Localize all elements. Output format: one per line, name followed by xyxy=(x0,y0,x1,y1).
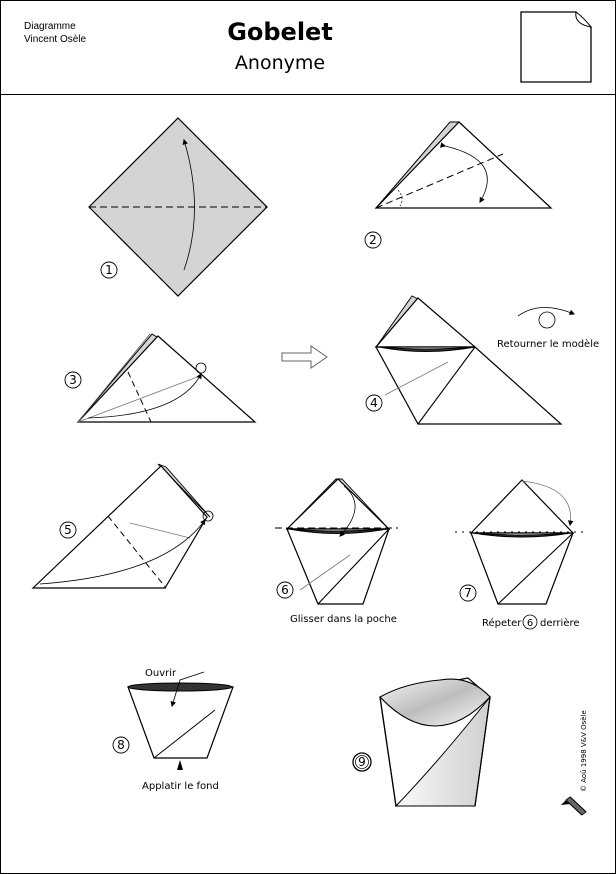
step-4-number xyxy=(366,395,382,411)
step-7-note-after: derrière xyxy=(540,618,580,629)
step-4-note: Retourner le modèle xyxy=(497,339,600,350)
step-7-note-ref xyxy=(523,615,537,629)
svg-text:7: 7 xyxy=(464,586,472,600)
copyright-text: © Aoû 1998 V&V Osèle xyxy=(580,710,588,792)
step-2-number xyxy=(365,232,381,248)
step-7-note-before: Répeter xyxy=(482,618,522,629)
svg-text:2: 2 xyxy=(369,233,377,247)
pen-logo-icon xyxy=(561,797,586,815)
svg-text:8: 8 xyxy=(117,738,125,752)
step-6-note: Glisser dans la poche xyxy=(290,614,397,625)
next-step-arrow-icon xyxy=(282,346,327,368)
step-8-note-top: Ouvrir xyxy=(145,668,177,679)
step-8-note-bottom: Applatir le fond xyxy=(142,781,219,792)
step-2-figure xyxy=(376,122,551,208)
svg-text:3: 3 xyxy=(69,373,77,387)
svg-text:6: 6 xyxy=(526,618,534,629)
step-4-figure xyxy=(376,296,574,424)
step-5-number xyxy=(60,522,76,538)
svg-text:1: 1 xyxy=(105,263,113,277)
step-3-number xyxy=(65,372,81,388)
step-7-number xyxy=(460,585,476,601)
model-subtitle: Anonyme xyxy=(234,52,326,74)
svg-text:5: 5 xyxy=(64,523,72,537)
step-5-figure xyxy=(33,464,213,588)
paper-sheet-icon xyxy=(521,12,591,82)
step-9-number xyxy=(353,753,371,771)
step-8-figure xyxy=(128,672,233,770)
step-6-number xyxy=(277,582,293,598)
model-title: Gobelet xyxy=(227,18,333,46)
step-3-figure xyxy=(78,334,255,422)
author-name: Vincent Osèle xyxy=(24,34,87,45)
step-6-figure xyxy=(275,479,398,604)
step-9-figure xyxy=(380,678,490,806)
svg-text:4: 4 xyxy=(370,396,378,410)
svg-text:6: 6 xyxy=(281,583,289,597)
step-7-figure xyxy=(455,480,588,604)
step-1-number xyxy=(101,262,117,278)
step-8-number xyxy=(113,737,129,753)
diagram-label: Diagramme xyxy=(24,21,76,32)
svg-text:9: 9 xyxy=(358,755,366,769)
